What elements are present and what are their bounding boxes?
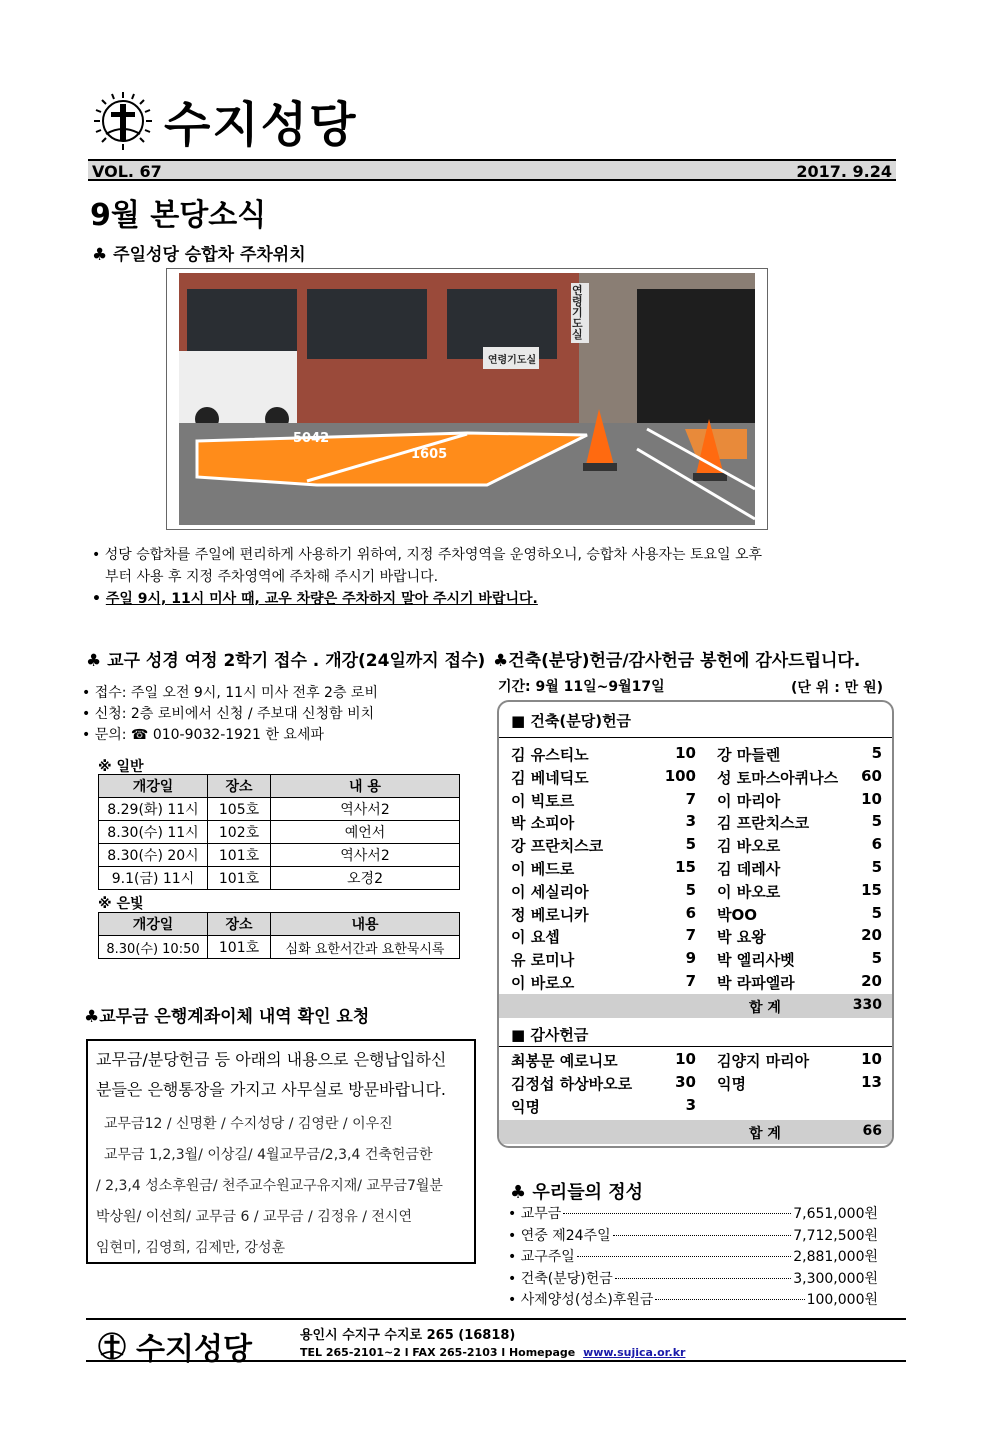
donation-amount: 10 xyxy=(675,1050,696,1068)
donor-name: 이 바오로 xyxy=(717,882,781,901)
donation-row xyxy=(499,947,892,969)
general-label: ※ 일반 xyxy=(98,759,144,775)
donation-row xyxy=(499,970,892,992)
footer-divider-bottom xyxy=(86,1360,906,1362)
donation-row xyxy=(499,902,892,924)
dot-leader xyxy=(655,1299,804,1300)
parking-note-1: • 성당 승합차를 주일에 편리하게 사용하기 위하여, 지정 주차영역을 운영하오니, 승합차 사용자는 토요일 오후 xyxy=(92,547,763,563)
bank-intro-line: 분들은 은행통장을 가지고 사무실로 방문바랍니다. xyxy=(96,1080,447,1099)
col-header: 내 용 xyxy=(271,775,460,798)
bible-info-text: 접수: 주일 오전 9시, 11시 미사 전후 2층 로비 xyxy=(94,685,378,701)
footer-title: 수지성당 xyxy=(136,1332,252,1367)
club-icon: ♣ xyxy=(86,651,102,671)
table-header xyxy=(99,913,460,936)
bank-list-line: 교무금 1,2,3월/ 이상길/ 4월교무금/2,3,4 건축헌금한 xyxy=(104,1147,433,1163)
parking-heading-text: 주일성당 승합차 주차위치 xyxy=(113,245,306,265)
gift-label: • 교무금 xyxy=(508,1206,562,1222)
donation-amount: 3 xyxy=(685,1095,696,1114)
table-header xyxy=(99,775,460,798)
donor-name: 성 토마스아퀴나스 xyxy=(717,768,839,787)
silver-label: ※ 은빛 xyxy=(98,896,144,912)
table-row xyxy=(99,867,460,890)
donation-amount: 9 xyxy=(685,949,696,968)
gifts-heading-text: 우리들의 정성 xyxy=(532,1182,644,1203)
club-icon: ♣ xyxy=(84,1007,100,1027)
donor-name: 강 프란치스코 xyxy=(511,837,604,856)
parking-photo xyxy=(166,268,768,530)
table-cell: 102호 xyxy=(208,821,271,844)
bank-intro-line: 교무금/분당헌금 등 아래의 내용으로 은행납입하신 xyxy=(96,1050,447,1069)
donor-name: 이 바로오 xyxy=(511,974,575,992)
bank-list xyxy=(96,1109,443,1264)
thanks-period: 기간: 9월 11일~9월17일 xyxy=(498,679,665,695)
gift-row xyxy=(508,1290,878,1312)
donation-amount: 7 xyxy=(685,789,696,808)
table-row xyxy=(99,844,460,867)
donation-amount: 3 xyxy=(685,812,696,831)
total-value: 330 xyxy=(852,997,882,1013)
donor-name: 이 마리아 xyxy=(717,791,781,810)
volume-bar xyxy=(88,159,896,181)
footer-address: 용인시 수지구 수지로 265 (16818) xyxy=(300,1328,516,1343)
bank-request-box xyxy=(86,1039,476,1264)
table-cell: 8.30(수) 10:50 xyxy=(99,936,208,959)
donation-row xyxy=(499,810,892,832)
donation-amount: 15 xyxy=(675,858,696,876)
gifts-heading xyxy=(510,1178,643,1204)
divider xyxy=(499,1046,892,1047)
parking-note-1-cont: 부터 사용 후 지정 주차영역에 주차해 주시기 바랍니다. xyxy=(105,569,439,585)
club-icon: ♣ xyxy=(493,651,509,671)
table-cell: 101호 xyxy=(208,844,271,867)
parking-note-emphasis: 주일 9시, 11시 미사 때, 교우 차량은 주차하지 말아 주시기 바랍니다. xyxy=(105,591,538,607)
building-fund-label: ■ 건축(분당)헌금 xyxy=(511,712,632,730)
footer-contact-text: TEL 265-2101~2 l FAX 265-2103 l Homepage xyxy=(300,1346,576,1359)
donation-amount: 100 xyxy=(664,766,696,785)
donation-row xyxy=(499,788,892,810)
donor-name: 박 요왕 xyxy=(717,928,766,947)
col-header: 장소 xyxy=(208,913,271,936)
donation-amount: 5 xyxy=(871,949,882,968)
gift-amount: 3,300,000원 xyxy=(793,1270,878,1287)
col-header: 내용 xyxy=(271,913,460,936)
table-cell: 105호 xyxy=(208,798,271,821)
club-icon: ♣ xyxy=(510,1182,527,1203)
thanks-unit: (단 위 : 만 원) xyxy=(791,680,883,696)
dot-leader xyxy=(563,1213,791,1214)
donation-row xyxy=(499,833,892,855)
total-value: 66 xyxy=(862,1123,882,1139)
col-header: 장소 xyxy=(208,775,271,798)
total-label: 합 계 xyxy=(749,1126,781,1142)
gifts-list xyxy=(508,1204,878,1312)
table-cell: 역사서2 xyxy=(271,798,460,821)
donor-name: 김정섭 하상바오로 xyxy=(511,1074,633,1093)
donor-name: 정 베로니카 xyxy=(511,905,589,924)
donor-name: 이 세실리아 xyxy=(511,882,589,901)
masthead xyxy=(92,86,357,155)
parking-notes xyxy=(92,544,892,610)
bank-intro xyxy=(96,1045,446,1105)
gift-label: • 연중 제24주일 xyxy=(508,1227,611,1244)
thanks-total-row xyxy=(499,1120,892,1144)
donation-amount: 20 xyxy=(861,972,882,990)
bible-info-text: 신청: 2층 로비에서 신청 / 주보대 신청함 비치 xyxy=(94,706,375,722)
col-header: 개강일 xyxy=(99,913,208,936)
gift-row xyxy=(508,1226,878,1248)
donation-row xyxy=(499,742,892,764)
parking-note-2: • 주일 9시, 11시 미사 때, 교우 차량은 주차하지 말아 주시기 바랍니다. xyxy=(92,591,538,607)
building-total-row xyxy=(499,994,892,1018)
gift-amount: 7,712,500원 xyxy=(793,1227,878,1244)
donation-amount: 5 xyxy=(685,880,696,899)
donor-name: 박 엘리사벳 xyxy=(717,951,795,970)
bible-info-item: • 문의: ☎ 010-9032-1921 한 요세파 xyxy=(82,727,324,743)
gift-label: • 사제양성(성소)후원금 xyxy=(508,1292,654,1308)
donation-amount: 15 xyxy=(861,880,882,899)
donation-row xyxy=(499,856,892,878)
donation-amount: 30 xyxy=(675,1072,696,1091)
gift-row xyxy=(508,1269,878,1291)
table-cell: 오경2 xyxy=(271,867,460,890)
donation-amount: 10 xyxy=(675,744,696,762)
donation-amount: 6 xyxy=(871,835,882,854)
dot-leader xyxy=(577,1256,791,1257)
gift-row xyxy=(508,1204,878,1226)
gift-label: • 건축(분당)헌금 xyxy=(508,1270,613,1287)
gift-label-text: 건축(분당)헌금 xyxy=(520,1270,613,1287)
masthead-title: 수지성당 xyxy=(164,97,358,153)
parking-heading xyxy=(92,240,306,265)
bible-info-item: • 신청: 2층 로비에서 신청 / 주보대 신청함 비치 xyxy=(82,706,375,722)
table-row xyxy=(99,936,460,959)
donation-amount: 5 xyxy=(871,903,882,922)
bible-info xyxy=(82,683,378,746)
issue-date: 2017. 9.24 xyxy=(796,162,892,181)
bank-list-line: 박상원/ 이선희/ 교무금 6 / 교무금 / 김정유 / 전시연 xyxy=(96,1209,412,1225)
table-cell: 101호 xyxy=(208,867,271,890)
donor-name: 김 베네딕도 xyxy=(511,768,589,787)
thanks-heading xyxy=(493,646,860,671)
bank-heading xyxy=(84,1002,369,1027)
donor-name: 김 데레사 xyxy=(717,860,781,878)
donation-row xyxy=(499,765,892,787)
donor-name: 최봉문 예로니모 xyxy=(511,1052,618,1070)
homepage-link[interactable]: www.sujica.or.kr xyxy=(583,1346,686,1359)
volume-number: VOL. 67 xyxy=(92,162,162,181)
table-cell: 심화 요한서간과 요한묵시록 xyxy=(271,936,460,959)
footer-contact xyxy=(300,1346,685,1359)
church-logo-icon xyxy=(92,90,154,152)
donor-name: 이 빅토르 xyxy=(511,791,575,810)
donor-name: 이 베드로 xyxy=(511,860,575,878)
donor-name: 이 요셉 xyxy=(511,928,560,947)
bible-info-item: • 접수: 주일 오전 9시, 11시 미사 전후 2층 로비 xyxy=(82,685,378,701)
parking-note-text: 성당 승합차를 주일에 편리하게 사용하기 위하여, 지정 주차영역을 운영하오니, 승합차 사용자는 토요일 오후 xyxy=(104,547,763,563)
table-cell: 101호 xyxy=(208,936,271,959)
donation-amount: 60 xyxy=(861,766,882,785)
table-row xyxy=(99,798,460,821)
donor-name: 김 바오로 xyxy=(717,837,781,856)
donation-amount: 5 xyxy=(871,858,882,876)
donor-name: 박 라파엘라 xyxy=(717,974,795,992)
donor-name: 익명 xyxy=(511,1097,540,1116)
gift-row xyxy=(508,1247,878,1269)
donor-name: 유 로미나 xyxy=(511,951,575,970)
donor-name: 김 프란치스코 xyxy=(717,814,810,833)
photo-spot-2: 1605 xyxy=(411,447,448,462)
club-icon: ♣ xyxy=(92,245,108,265)
donation-amount: 5 xyxy=(871,812,882,831)
total-label: 합 계 xyxy=(749,1000,781,1016)
gift-amount: 7,651,000원 xyxy=(793,1206,878,1222)
gift-label-text: 연중 제24주일 xyxy=(520,1227,611,1244)
bank-list-line: 교무금12 / 신명환 / 수지성당 / 김영란 / 이우진 xyxy=(104,1116,393,1132)
table-cell: 예언서 xyxy=(271,821,460,844)
gift-amount: 2,881,000원 xyxy=(793,1249,878,1265)
donation-amount: 6 xyxy=(685,903,696,922)
dot-leader xyxy=(615,1278,791,1279)
bank-list-line: 임현미, 김영희, 김제만, 강성훈 xyxy=(96,1240,285,1256)
donor-name: 강 마들렌 xyxy=(717,746,781,764)
donor-name: 김양지 마리아 xyxy=(717,1052,810,1070)
table-cell: 8.30(수) 20시 xyxy=(99,844,208,867)
donor-name: 익명 xyxy=(717,1074,746,1093)
gift-label-text: 교구주일 xyxy=(520,1249,575,1265)
dot-leader xyxy=(613,1235,792,1236)
thanks-fund-label: ■ 감사헌금 xyxy=(511,1026,589,1044)
bible-info-text: 문의: ☎ 010-9032-1921 한 요세파 xyxy=(94,727,324,743)
page-headline: 9월 본당소식 xyxy=(90,198,267,233)
donor-name: 박 소피아 xyxy=(511,814,575,833)
donation-amount: 10 xyxy=(861,1050,882,1068)
donor-name: 김 유스티노 xyxy=(511,746,589,764)
table-cell: 8.29(화) 11시 xyxy=(99,798,208,821)
bank-list-line: / 2,3,4 성소후원금/ 천주교수원교구유지재/ 교무금7월분 xyxy=(96,1178,443,1194)
table-cell: 역사서2 xyxy=(271,844,460,867)
bank-heading-text: 교무금 은행계좌이체 내역 확인 요청 xyxy=(99,1007,370,1027)
donation-amount: 20 xyxy=(861,926,882,945)
donation-amount: 5 xyxy=(685,835,696,854)
photo-spot-1: 5042 xyxy=(293,431,330,446)
donation-row xyxy=(499,1071,892,1093)
donation-amount: 10 xyxy=(861,789,882,808)
donation-amount: 13 xyxy=(861,1072,882,1091)
photo-sign-wall: 연령기도실 xyxy=(487,355,537,366)
church-logo-icon xyxy=(94,1328,130,1364)
footer-divider-top xyxy=(86,1318,906,1320)
donation-amount: 7 xyxy=(685,926,696,945)
divider xyxy=(499,737,892,738)
gift-label-text: 사제양성(성소)후원금 xyxy=(520,1292,654,1308)
general-schedule-table xyxy=(98,774,460,890)
bible-heading-text: 교구 성경 여정 2학기 접수 . 개강(24일까지 접수) xyxy=(107,651,486,671)
donation-row xyxy=(499,924,892,946)
donation-amount: 5 xyxy=(871,744,882,762)
donation-box xyxy=(497,700,894,1148)
table-row xyxy=(99,821,460,844)
table-cell: 9.1(금) 11시 xyxy=(99,867,208,890)
donor-name: 박OO xyxy=(717,905,757,924)
gift-label-text: 교무금 xyxy=(520,1206,562,1222)
donation-amount: 7 xyxy=(685,972,696,990)
gift-amount: 100,000원 xyxy=(806,1292,878,1308)
gift-label: • 교구주일 xyxy=(508,1249,575,1265)
silver-schedule-table xyxy=(98,912,460,959)
table-cell: 8.30(수) 11시 xyxy=(99,821,208,844)
col-header: 개강일 xyxy=(99,775,208,798)
donation-row xyxy=(499,1048,892,1070)
photo-sign-vertical: 연령기도실 xyxy=(572,284,583,341)
donation-row xyxy=(499,879,892,901)
donation-row xyxy=(499,1094,892,1116)
thanks-heading-text: 건축(분당)헌금/감사헌금 봉헌에 감사드립니다. xyxy=(508,651,861,671)
bible-heading xyxy=(86,646,485,671)
